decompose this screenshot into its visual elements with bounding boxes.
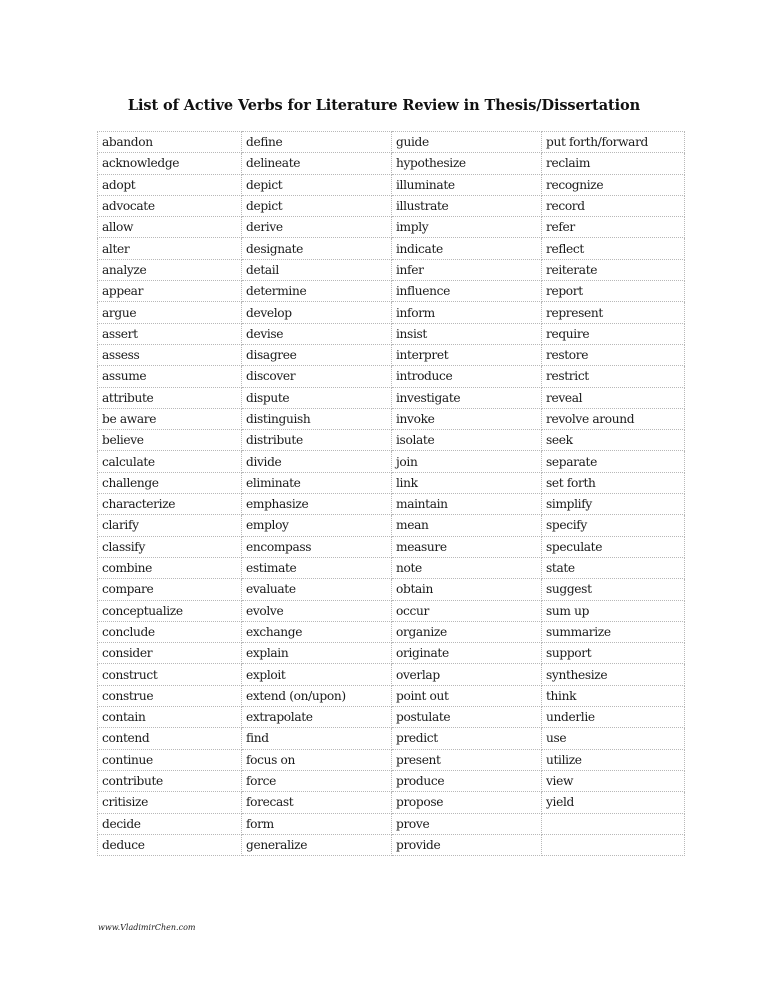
table-cell: underlie	[542, 707, 685, 728]
table-cell: synthesize	[542, 664, 685, 685]
table-cell: specify	[542, 515, 685, 536]
table-cell: deduce	[98, 834, 242, 855]
table-cell: distinguish	[242, 408, 392, 429]
table-cell: influence	[392, 281, 542, 302]
table-row	[98, 366, 685, 387]
table-cell: exchange	[242, 621, 392, 642]
table-row	[98, 536, 685, 557]
table-row	[98, 344, 685, 365]
table-cell: isolate	[392, 430, 542, 451]
verb-table-body	[98, 132, 685, 856]
table-cell: organize	[392, 621, 542, 642]
table-cell: recognize	[542, 174, 685, 195]
table-cell: refer	[542, 217, 685, 238]
table-cell: insist	[392, 323, 542, 344]
table-cell: reveal	[542, 387, 685, 408]
table-cell: designate	[242, 238, 392, 259]
table-cell: simplify	[542, 494, 685, 515]
table-cell: discover	[242, 366, 392, 387]
table-row	[98, 813, 685, 834]
table-cell: propose	[392, 792, 542, 813]
table-cell: divide	[242, 451, 392, 472]
table-row	[98, 834, 685, 855]
table-row	[98, 664, 685, 685]
table-cell: hypothesize	[392, 153, 542, 174]
table-cell: maintain	[392, 494, 542, 515]
table-cell: allow	[98, 217, 242, 238]
table-cell: depict	[242, 174, 392, 195]
table-cell: assess	[98, 344, 242, 365]
table-row	[98, 451, 685, 472]
table-cell: reclaim	[542, 153, 685, 174]
table-row	[98, 579, 685, 600]
table-cell: depict	[242, 195, 392, 216]
table-cell: distribute	[242, 430, 392, 451]
table-row	[98, 472, 685, 493]
table-cell: conceptualize	[98, 600, 242, 621]
table-cell: invoke	[392, 408, 542, 429]
table-row	[98, 302, 685, 323]
verb-table	[97, 131, 685, 856]
table-cell: extend (on/upon)	[242, 685, 392, 706]
table-cell: summarize	[542, 621, 685, 642]
table-row	[98, 494, 685, 515]
table-cell: link	[392, 472, 542, 493]
table-row	[98, 685, 685, 706]
table-cell: develop	[242, 302, 392, 323]
table-row	[98, 557, 685, 578]
table-row	[98, 238, 685, 259]
table-cell: disagree	[242, 344, 392, 365]
table-cell: find	[242, 728, 392, 749]
table-row	[98, 430, 685, 451]
table-cell: contend	[98, 728, 242, 749]
table-cell: point out	[392, 685, 542, 706]
table-cell: derive	[242, 217, 392, 238]
table-cell: abandon	[98, 132, 242, 153]
table-cell: contain	[98, 707, 242, 728]
table-row	[98, 600, 685, 621]
table-cell: prove	[392, 813, 542, 834]
table-row	[98, 792, 685, 813]
table-cell: form	[242, 813, 392, 834]
table-cell: calculate	[98, 451, 242, 472]
table-cell: construct	[98, 664, 242, 685]
table-cell: evolve	[242, 600, 392, 621]
table-cell: advocate	[98, 195, 242, 216]
table-row	[98, 259, 685, 280]
page-title: List of Active Verbs for Literature Review in Thesis/Dissertation	[127, 97, 641, 114]
table-cell: generalize	[242, 834, 392, 855]
table-cell: interpret	[392, 344, 542, 365]
table-cell: think	[542, 685, 685, 706]
table-row	[98, 770, 685, 791]
table-cell: critisize	[98, 792, 242, 813]
table-row	[98, 728, 685, 749]
table-cell: infer	[392, 259, 542, 280]
table-cell: set forth	[542, 472, 685, 493]
table-cell: assume	[98, 366, 242, 387]
table-cell: represent	[542, 302, 685, 323]
table-cell: indicate	[392, 238, 542, 259]
table-cell: provide	[392, 834, 542, 855]
table-cell: obtain	[392, 579, 542, 600]
table-cell: revolve around	[542, 408, 685, 429]
table-cell: forecast	[242, 792, 392, 813]
table-cell: restore	[542, 344, 685, 365]
table-cell: view	[542, 770, 685, 791]
table-cell: reflect	[542, 238, 685, 259]
table-cell: delineate	[242, 153, 392, 174]
table-cell: yield	[542, 792, 685, 813]
table-cell: alter	[98, 238, 242, 259]
table-cell: support	[542, 643, 685, 664]
table-cell: speculate	[542, 536, 685, 557]
table-cell: evaluate	[242, 579, 392, 600]
table-cell: assert	[98, 323, 242, 344]
table-cell: separate	[542, 451, 685, 472]
table-cell: combine	[98, 557, 242, 578]
table-cell: mean	[392, 515, 542, 536]
table-cell: conclude	[98, 621, 242, 642]
table-cell: reiterate	[542, 259, 685, 280]
table-cell: construe	[98, 685, 242, 706]
table-cell: challenge	[98, 472, 242, 493]
table-row	[98, 643, 685, 664]
table-cell: adopt	[98, 174, 242, 195]
table-cell: employ	[242, 515, 392, 536]
table-cell: investigate	[392, 387, 542, 408]
table-cell: exploit	[242, 664, 392, 685]
table-cell: clarify	[98, 515, 242, 536]
table-cell: report	[542, 281, 685, 302]
table-cell: acknowledge	[98, 153, 242, 174]
table-cell: restrict	[542, 366, 685, 387]
table-cell: be aware	[98, 408, 242, 429]
table-cell: suggest	[542, 579, 685, 600]
table-cell: require	[542, 323, 685, 344]
table-cell: estimate	[242, 557, 392, 578]
table-cell: devise	[242, 323, 392, 344]
table-cell: force	[242, 770, 392, 791]
table-row	[98, 132, 685, 153]
table-cell: define	[242, 132, 392, 153]
table-cell: appear	[98, 281, 242, 302]
table-cell: attribute	[98, 387, 242, 408]
table-cell: illuminate	[392, 174, 542, 195]
table-cell: contribute	[98, 770, 242, 791]
table-row	[98, 387, 685, 408]
table-cell: postulate	[392, 707, 542, 728]
table-row	[98, 707, 685, 728]
table-cell: believe	[98, 430, 242, 451]
table-cell: measure	[392, 536, 542, 557]
table-row	[98, 281, 685, 302]
table-cell	[542, 813, 685, 834]
table-cell: focus on	[242, 749, 392, 770]
table-cell: consider	[98, 643, 242, 664]
table-cell: decide	[98, 813, 242, 834]
table-cell: dispute	[242, 387, 392, 408]
table-row	[98, 408, 685, 429]
table-cell: occur	[392, 600, 542, 621]
table-cell: overlap	[392, 664, 542, 685]
table-cell: emphasize	[242, 494, 392, 515]
table-row	[98, 195, 685, 216]
table-cell: note	[392, 557, 542, 578]
table-cell: characterize	[98, 494, 242, 515]
table-cell	[542, 834, 685, 855]
table-cell: compare	[98, 579, 242, 600]
table-cell: detail	[242, 259, 392, 280]
table-cell: illustrate	[392, 195, 542, 216]
table-cell: eliminate	[242, 472, 392, 493]
table-cell: imply	[392, 217, 542, 238]
table-cell: present	[392, 749, 542, 770]
table-cell: sum up	[542, 600, 685, 621]
table-row	[98, 323, 685, 344]
table-cell: produce	[392, 770, 542, 791]
table-cell: join	[392, 451, 542, 472]
footer-website: www.VladimirChen.com	[98, 923, 196, 932]
table-cell: introduce	[392, 366, 542, 387]
table-row	[98, 621, 685, 642]
table-cell: originate	[392, 643, 542, 664]
table-cell: utilize	[542, 749, 685, 770]
table-row	[98, 174, 685, 195]
table-cell: record	[542, 195, 685, 216]
table-row	[98, 217, 685, 238]
table-cell: argue	[98, 302, 242, 323]
table-cell: put forth/forward	[542, 132, 685, 153]
table-cell: analyze	[98, 259, 242, 280]
table-cell: inform	[392, 302, 542, 323]
table-cell: classify	[98, 536, 242, 557]
table-cell: determine	[242, 281, 392, 302]
table-cell: continue	[98, 749, 242, 770]
table-cell: encompass	[242, 536, 392, 557]
table-cell: explain	[242, 643, 392, 664]
table-cell: use	[542, 728, 685, 749]
table-cell: extrapolate	[242, 707, 392, 728]
table-row	[98, 153, 685, 174]
table-row	[98, 515, 685, 536]
table-cell: state	[542, 557, 685, 578]
table-row	[98, 749, 685, 770]
table-cell: guide	[392, 132, 542, 153]
table-cell: predict	[392, 728, 542, 749]
table-cell: seek	[542, 430, 685, 451]
